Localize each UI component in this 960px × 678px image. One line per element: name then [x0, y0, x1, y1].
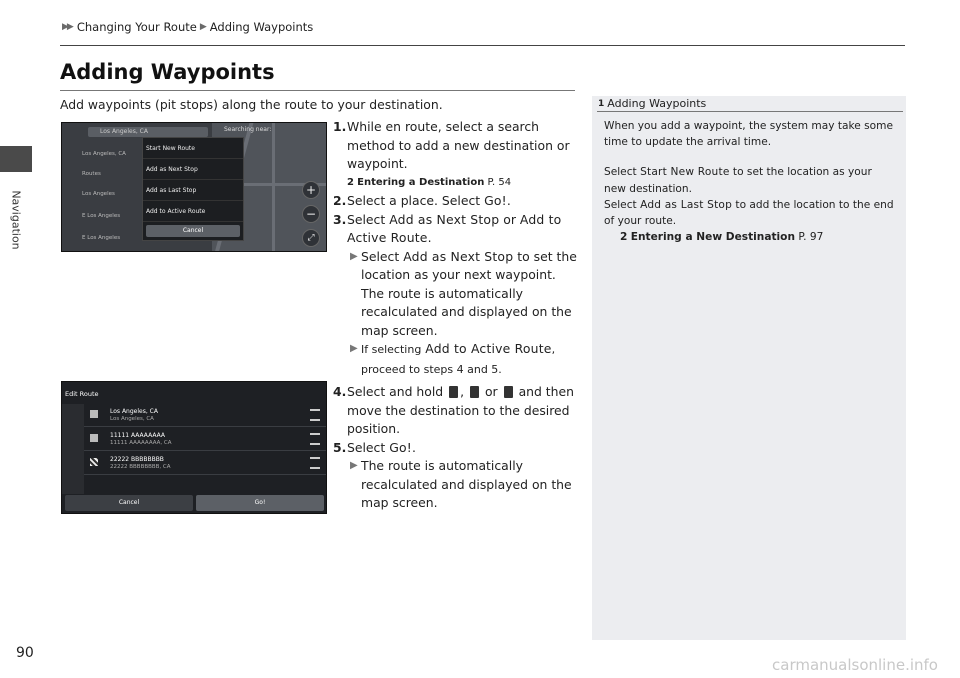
cross-reference[interactable]: 2 Entering a Destination P. 54	[347, 176, 512, 188]
note-heading: 1 Adding Waypoints	[598, 97, 707, 110]
breadcrumb-arrow-icon: ▶▶	[62, 22, 72, 32]
page-number: 90	[16, 645, 34, 661]
list-item: Los Angeles	[82, 191, 115, 197]
list-item: E Los Angeles	[82, 213, 121, 219]
table-row: 11111 AAAAAAAA 11111 AAAAAAAA, CA	[84, 428, 327, 451]
note-rule	[597, 111, 903, 112]
reorder-arrows	[62, 404, 84, 494]
move-down-icon	[449, 386, 458, 398]
note-body: When you add a waypoint, the system may take some time to update the arrival time. Select Start New Route to set the location as your new destination. Select Add as Last Stop to add the location to the end of your route. 2 Entering a New Destination P. 97	[604, 118, 894, 245]
screen-go-button: Go!	[196, 495, 324, 511]
watermark: carmanualsonline.info	[772, 656, 938, 674]
chapter-label: Navigation	[9, 190, 23, 250]
menu-item-start-new-route: Start New Route	[143, 138, 243, 159]
search-result-screenshot	[61, 122, 327, 252]
edit-route-title: Edit Route	[65, 390, 99, 398]
breadcrumb-arrow-icon: ▶	[199, 22, 205, 32]
move-updown-icon	[470, 386, 479, 398]
flag-icon	[90, 410, 98, 418]
breadcrumb-level2[interactable]: Adding Waypoints	[209, 20, 314, 34]
drag-handle-icon	[310, 409, 320, 421]
checkered-flag-icon	[90, 458, 98, 466]
breadcrumb	[62, 20, 313, 34]
fullscreen-icon: ⤢	[302, 229, 320, 247]
edit-route-screenshot	[61, 381, 327, 514]
menu-cancel: Cancel	[146, 225, 240, 237]
move-up-icon	[504, 386, 513, 398]
screen-cancel-button: Cancel	[65, 495, 193, 511]
sub-arrow-icon: ▶	[350, 250, 358, 262]
zoom-in-icon: +	[302, 181, 320, 199]
sub-arrow-icon: ▶	[350, 343, 358, 354]
sub-arrow-icon: ▶	[350, 460, 358, 471]
breadcrumb-level1[interactable]: Changing Your Route	[76, 20, 197, 34]
drag-handle-icon	[310, 457, 320, 469]
note-cross-reference[interactable]: 2 Entering a New Destination P. 97	[620, 231, 824, 244]
list-item: Routes	[82, 171, 101, 177]
step-1: 1. While en route, select a search method to add a new destination or waypoint.	[333, 119, 570, 171]
step-3-sub-1: ▶ Select Add as Next Stop to set the location as your next waypoint. The route is automatically recalculated and displayed on the map screen.	[350, 248, 577, 338]
reference-arrow-icon: 2	[620, 231, 628, 244]
table-row: 22222 BBBBBBBB 22222 BBBBBBBB, CA	[84, 452, 327, 475]
chapter-tab	[0, 146, 32, 172]
drag-handle-icon	[310, 433, 320, 445]
table-row: Los Angeles, CA Los Angeles, CA	[84, 404, 327, 427]
instruction-steps	[333, 118, 578, 513]
step-3: 3. Select Add as Next Stop or Add to Active Route.	[333, 211, 562, 245]
route-options-menu	[142, 137, 244, 241]
list-item: Los Angeles, CA	[82, 151, 126, 157]
reference-arrow-icon: 2	[347, 176, 354, 188]
step-2: 2. Select a place. Select Go!.	[333, 193, 511, 208]
step-3-sub-2: ▶ If selecting Add to Active Route, proceed to steps 4 and 5.	[350, 341, 556, 376]
intro-text: Add waypoints (pit stops) along the route to your destination.	[60, 97, 443, 112]
search-header: Searching near:	[224, 126, 272, 133]
step-4: 4. Select and hold , or and then move the destination to the desired position.	[333, 384, 574, 436]
page-title: Adding Waypoints	[60, 60, 275, 84]
title-rule	[60, 90, 575, 91]
header-rule	[60, 45, 905, 46]
note-marker-icon: 1	[598, 98, 605, 109]
zoom-out-icon: −	[302, 205, 320, 223]
menu-item-add-active-route: Add to Active Route	[143, 201, 243, 222]
menu-item-add-last-stop: Add as Last Stop	[143, 180, 243, 201]
step-5: 5. Select Go!.	[333, 439, 416, 455]
step-5-sub: ▶ The route is automatically recalculated and displayed on the map screen.	[350, 458, 572, 510]
menu-item-add-next-stop: Add as Next Stop	[143, 159, 243, 180]
search-bar: Los Angeles, CA	[88, 127, 208, 137]
flag-icon	[90, 434, 98, 442]
list-item: E Los Angeles	[82, 235, 121, 241]
